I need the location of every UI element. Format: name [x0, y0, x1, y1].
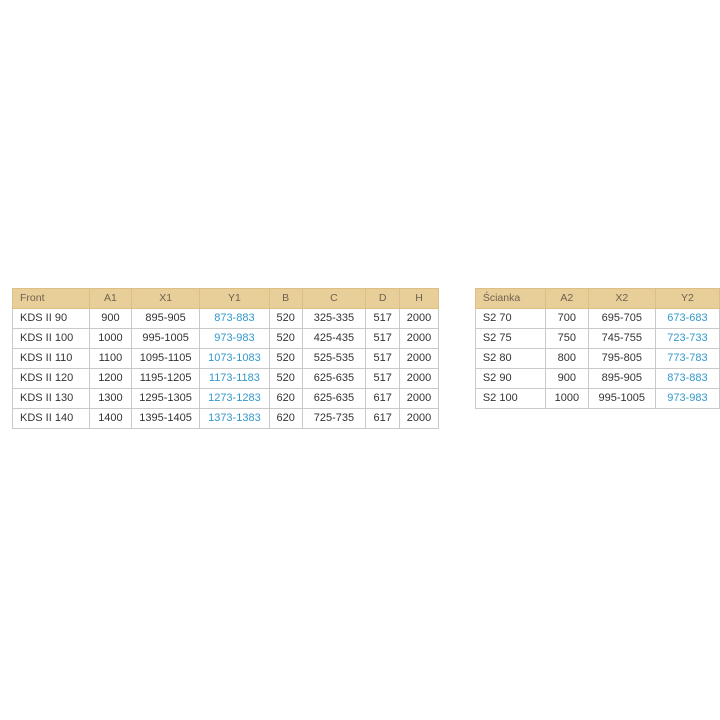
cell-x1: 1295-1305 [131, 389, 199, 409]
scianka-table-body [475, 309, 719, 409]
cell-x2: 795-805 [588, 349, 655, 369]
cell-y1: 1073-1083 [200, 349, 269, 369]
specification-tables [0, 288, 720, 429]
cell-model: KDS II 130 [13, 389, 90, 409]
cell-d: 617 [366, 409, 400, 429]
cell-y1: 1173-1183 [200, 369, 269, 389]
cell-y2: 873-883 [655, 369, 719, 389]
column-header-x1: X1 [131, 289, 199, 309]
cell-d: 617 [366, 389, 400, 409]
cell-c: 525-535 [302, 349, 365, 369]
cell-b: 520 [269, 329, 302, 349]
cell-y1: 1273-1283 [200, 389, 269, 409]
cell-y2: 973-983 [655, 389, 719, 409]
cell-a1: 1000 [89, 329, 131, 349]
cell-h: 2000 [400, 369, 439, 389]
column-header-d: D [366, 289, 400, 309]
cell-b: 520 [269, 309, 302, 329]
cell-y1: 1373-1383 [200, 409, 269, 429]
table-header-row [13, 289, 439, 309]
column-header-y1: Y1 [200, 289, 269, 309]
table-row [13, 329, 439, 349]
table-row [475, 309, 719, 329]
cell-c: 625-635 [302, 369, 365, 389]
cell-b: 520 [269, 349, 302, 369]
cell-y1: 973-983 [200, 329, 269, 349]
cell-a2: 750 [545, 329, 588, 349]
cell-model: KDS II 110 [13, 349, 90, 369]
column-header-scianka: Ścianka [475, 289, 545, 309]
cell-c: 425-435 [302, 329, 365, 349]
cell-c: 625-635 [302, 389, 365, 409]
cell-a1: 1200 [89, 369, 131, 389]
table-row [475, 349, 719, 369]
column-header-c: C [302, 289, 365, 309]
cell-x2: 995-1005 [588, 389, 655, 409]
cell-model: KDS II 120 [13, 369, 90, 389]
front-table-body [13, 309, 439, 429]
column-header-a1: A1 [89, 289, 131, 309]
cell-model: KDS II 140 [13, 409, 90, 429]
cell-x2: 745-755 [588, 329, 655, 349]
cell-b: 620 [269, 409, 302, 429]
table-row [13, 409, 439, 429]
cell-x1: 1095-1105 [131, 349, 199, 369]
cell-model: S2 70 [475, 309, 545, 329]
cell-h: 2000 [400, 409, 439, 429]
cell-a1: 1100 [89, 349, 131, 369]
cell-model: S2 90 [475, 369, 545, 389]
cell-x2: 895-905 [588, 369, 655, 389]
scianka-table-header [475, 289, 719, 309]
table-row [13, 369, 439, 389]
cell-y1: 873-883 [200, 309, 269, 329]
cell-b: 620 [269, 389, 302, 409]
cell-h: 2000 [400, 349, 439, 369]
table-row [475, 369, 719, 389]
cell-model: S2 75 [475, 329, 545, 349]
column-header-front: Front [13, 289, 90, 309]
cell-a2: 900 [545, 369, 588, 389]
cell-model: KDS II 90 [13, 309, 90, 329]
cell-a1: 1300 [89, 389, 131, 409]
scianka-dimensions-table [475, 288, 720, 409]
column-header-y2: Y2 [655, 289, 719, 309]
column-header-b: B [269, 289, 302, 309]
table-header-row [475, 289, 719, 309]
cell-a1: 900 [89, 309, 131, 329]
cell-d: 517 [366, 349, 400, 369]
cell-b: 520 [269, 369, 302, 389]
cell-d: 517 [366, 329, 400, 349]
cell-a1: 1400 [89, 409, 131, 429]
cell-model: KDS II 100 [13, 329, 90, 349]
cell-y2: 723-733 [655, 329, 719, 349]
cell-a2: 800 [545, 349, 588, 369]
cell-x2: 695-705 [588, 309, 655, 329]
table-row [475, 389, 719, 409]
cell-x1: 1395-1405 [131, 409, 199, 429]
cell-d: 517 [366, 309, 400, 329]
cell-x1: 995-1005 [131, 329, 199, 349]
cell-x1: 895-905 [131, 309, 199, 329]
cell-h: 2000 [400, 389, 439, 409]
cell-d: 517 [366, 369, 400, 389]
table-row [475, 329, 719, 349]
cell-y2: 773-783 [655, 349, 719, 369]
column-header-h: H [400, 289, 439, 309]
cell-a2: 1000 [545, 389, 588, 409]
table-row [13, 309, 439, 329]
column-header-x2: X2 [588, 289, 655, 309]
cell-h: 2000 [400, 309, 439, 329]
cell-model: S2 80 [475, 349, 545, 369]
cell-c: 725-735 [302, 409, 365, 429]
cell-model: S2 100 [475, 389, 545, 409]
cell-x1: 1195-1205 [131, 369, 199, 389]
table-row [13, 389, 439, 409]
front-dimensions-table [12, 288, 439, 429]
cell-y2: 673-683 [655, 309, 719, 329]
cell-h: 2000 [400, 329, 439, 349]
front-table-header [13, 289, 439, 309]
column-header-a2: A2 [545, 289, 588, 309]
cell-a2: 700 [545, 309, 588, 329]
cell-c: 325-335 [302, 309, 365, 329]
table-row [13, 349, 439, 369]
